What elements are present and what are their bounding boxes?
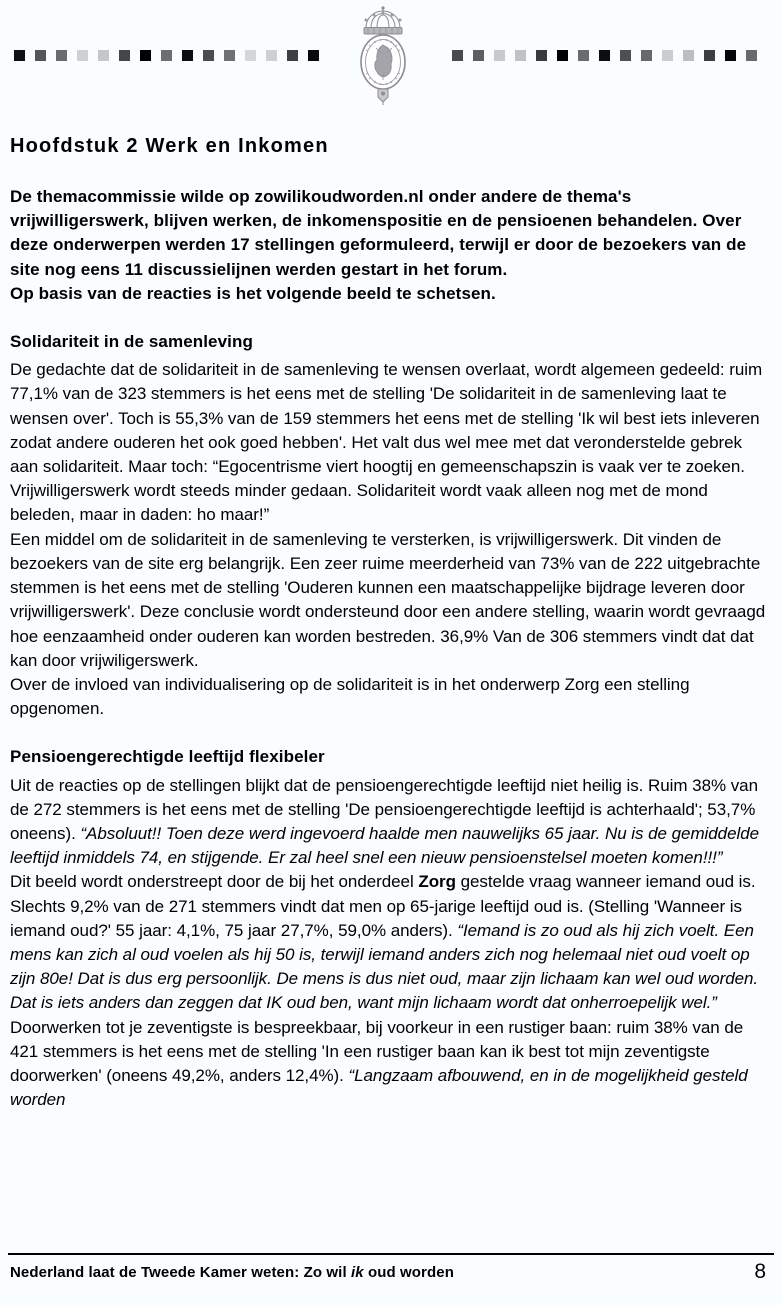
decorative-square [515,50,526,61]
chapter-intro-closing: Op basis van de reacties is het volgende beeld te schetsen. [10,283,496,303]
chapter-intro-text: De themacommissie wilde op zowilikoudworden.nl onder andere de thema's vrijwilligerswerk, blijven werken, de inkomenspositie en de pensioenen behandelen. Over deze onderwerpen werden 17 stellingen geformuleerd, terwijl er door de bezoekers van de site nog eens 11 discussielijnen werden gestart in het forum. [10,187,747,279]
decorative-square [473,50,484,61]
decorative-square [725,50,736,61]
decorative-square [77,50,88,61]
footer-title-text-b: oud worden [363,1264,454,1281]
footer-title-italic: ik [350,1264,364,1281]
decorative-square [245,50,256,61]
pensioen-paragraph-2-quote: “Iemand is zo oud als hij zich voelt. Een mens kan zich al oud voelen als hij 50 is, terwijl iemand anders zich nog helemaal niet oud voelt op zijn 80e! Dat is dus erg persoonlijk. De mens is dus niet oud, maar zijn lichaam kan wel oud worden. Dat is iets anders dan zeggen dat IK oud ben, want mijn lichaam wordt dat onherroepelijk wel.” [10,920,759,1013]
decorative-square [203,50,214,61]
decorative-square [494,50,505,61]
decorative-square [266,50,277,61]
pensioen-paragraph-1-text: Uit de reacties op de stellingen blijkt dat de pensioengerechtigde leeftijd niet heilig is. Ruim 38% van de 272 stemmers is het eens met de stelling 'De pensioengerechtigde leeftijd is achterhaald'; 53,7% oneens). [10,775,758,843]
decorative-square [704,50,715,61]
decorative-square [620,50,631,61]
decorative-square [140,50,151,61]
decorative-squares-left [14,50,319,61]
pensioen-inline-bold-zorg: Zorg [418,872,456,892]
decorative-square [182,50,193,61]
pensioen-paragraph-3-text: Doorwerken tot je zeventigste is bespreekbaar, bij voorkeur in een rustiger baan: ruim 38% van de 421 stemmers is het eens met de stelling 'In een rustiger baan kan ik best tot mijn zeventigste doorwerken' (oneens 49,2%, anders 12,4%). [10,1017,744,1085]
decorative-square [14,50,25,61]
solidariteit-paragraph-1: De gedachte dat de solidariteit in de samenleving te wensen overlaat, wordt algemeen gedeeld: ruim 77,1% van de 323 stemmers is het eens met de stelling 'De solidariteit in de samenleving laat te wensen over'. Toch is 55,3% van de 159 stemmers het eens met de stelling 'Ik wil best iets inleveren zodat andere ouderen het ook goed hebben'. Het valt dus wel mee met dat veronderstelde gebrek aan solidariteit. Maar toch: “Egocentrisme viert hoogtij en gemeenschapszin is vaak ver te zoeken. Vrijwilligerswerk wordt steeds minder gedaan. Solidariteit wordt vaak alleen nog met de mond beleden, maar in daden: ho maar!” [10,360,763,525]
decorative-square [224,50,235,61]
decorative-square [746,50,757,61]
tweede-kamer-coat-of-arms-icon [352,4,414,106]
decorative-square [308,50,319,61]
section-heading-pensioen: Pensioengerechtigde leeftijd flexibeler [10,747,325,767]
footer-title [10,1264,454,1281]
solidariteit-paragraph-3: Over de invloed van individualisering op de solidariteit is in het onderwerp Zorg een stelling opgenomen. [10,674,690,719]
decorative-square [98,50,109,61]
decorative-square [641,50,652,61]
decorative-square [119,50,130,61]
decorative-square [287,50,298,61]
pensioen-paragraph-3 [10,1016,768,1113]
pensioen-paragraph-2 [10,870,768,1015]
decorative-square [683,50,694,61]
footer-divider [8,1253,774,1255]
decorative-square [35,50,46,61]
decorative-square [557,50,568,61]
decorative-square [662,50,673,61]
pensioen-paragraph-2-text-b: gestelde vraag wanneer iemand oud is. Slechts 9,2% van de 271 stemmers vindt dat men op 65-jarige leeftijd oud is. (Stelling 'Wanneer is iemand oud?' 55 jaar: 4,1%, 75 jaar 27,7%, 59,0% anders). [10,872,756,940]
pensioen-paragraph-1-quote: “Absoluut!! Toen deze werd ingevoerd haalde men nauwelijks 65 jaar. Nu is de gemiddelde leeftijd inmiddels 74, en stijgende. Er zal heel snel een nieuw pensioenstelsel moeten komen!!!” [10,823,760,868]
decorative-square [161,50,172,61]
decorative-square [536,50,547,61]
pensioen-paragraph-1 [10,774,768,871]
pensioen-paragraph-2-text-a: Dit beeld wordt onderstreept door de bij het onderdeel [10,872,419,892]
decorative-square [56,50,67,61]
decorative-squares-right [452,50,757,61]
decorative-square [452,50,463,61]
page-footer [0,1253,782,1305]
footer-title-text-a: Nederland laat de Tweede Kamer weten: Zo wil [10,1264,351,1281]
decorative-square [578,50,589,61]
page-number: 8 [754,1260,766,1283]
decorative-square [599,50,610,61]
page-content [0,134,782,1112]
chapter-intro-paragraph [10,185,768,306]
page-title: Hoofdstuk 2 Werk en Inkomen [10,135,329,157]
section-heading-solidariteit: Solidariteit in de samenleving [10,332,253,352]
page-header [0,0,782,112]
pensioen-paragraph-3-quote: “Langzaam afbouwend, en in de mogelijkheid gesteld worden [10,1066,748,1110]
solidariteit-paragraph-2: Een middel om de solidariteit in de samenleving te versterken, is vrijwilligerswerk. Dit vinden de bezoekers van de site erg belangrijk. Een zeer ruime meerderheid van 73% van de 222 uitgebrachte stemmen is het eens met de stelling 'Ouderen kunnen een maatschappelijke bijdrage leveren door vrijwilligerswerk'. Deze conclusie wordt ondersteund door een andere stelling, waarin wordt gevraagd hoe eenzaamheid onder ouderen kan worden bestreden. 36,9% Van de 306 stemmers vindt dat dat kan door vrijwiligerswerk. [10,529,766,670]
